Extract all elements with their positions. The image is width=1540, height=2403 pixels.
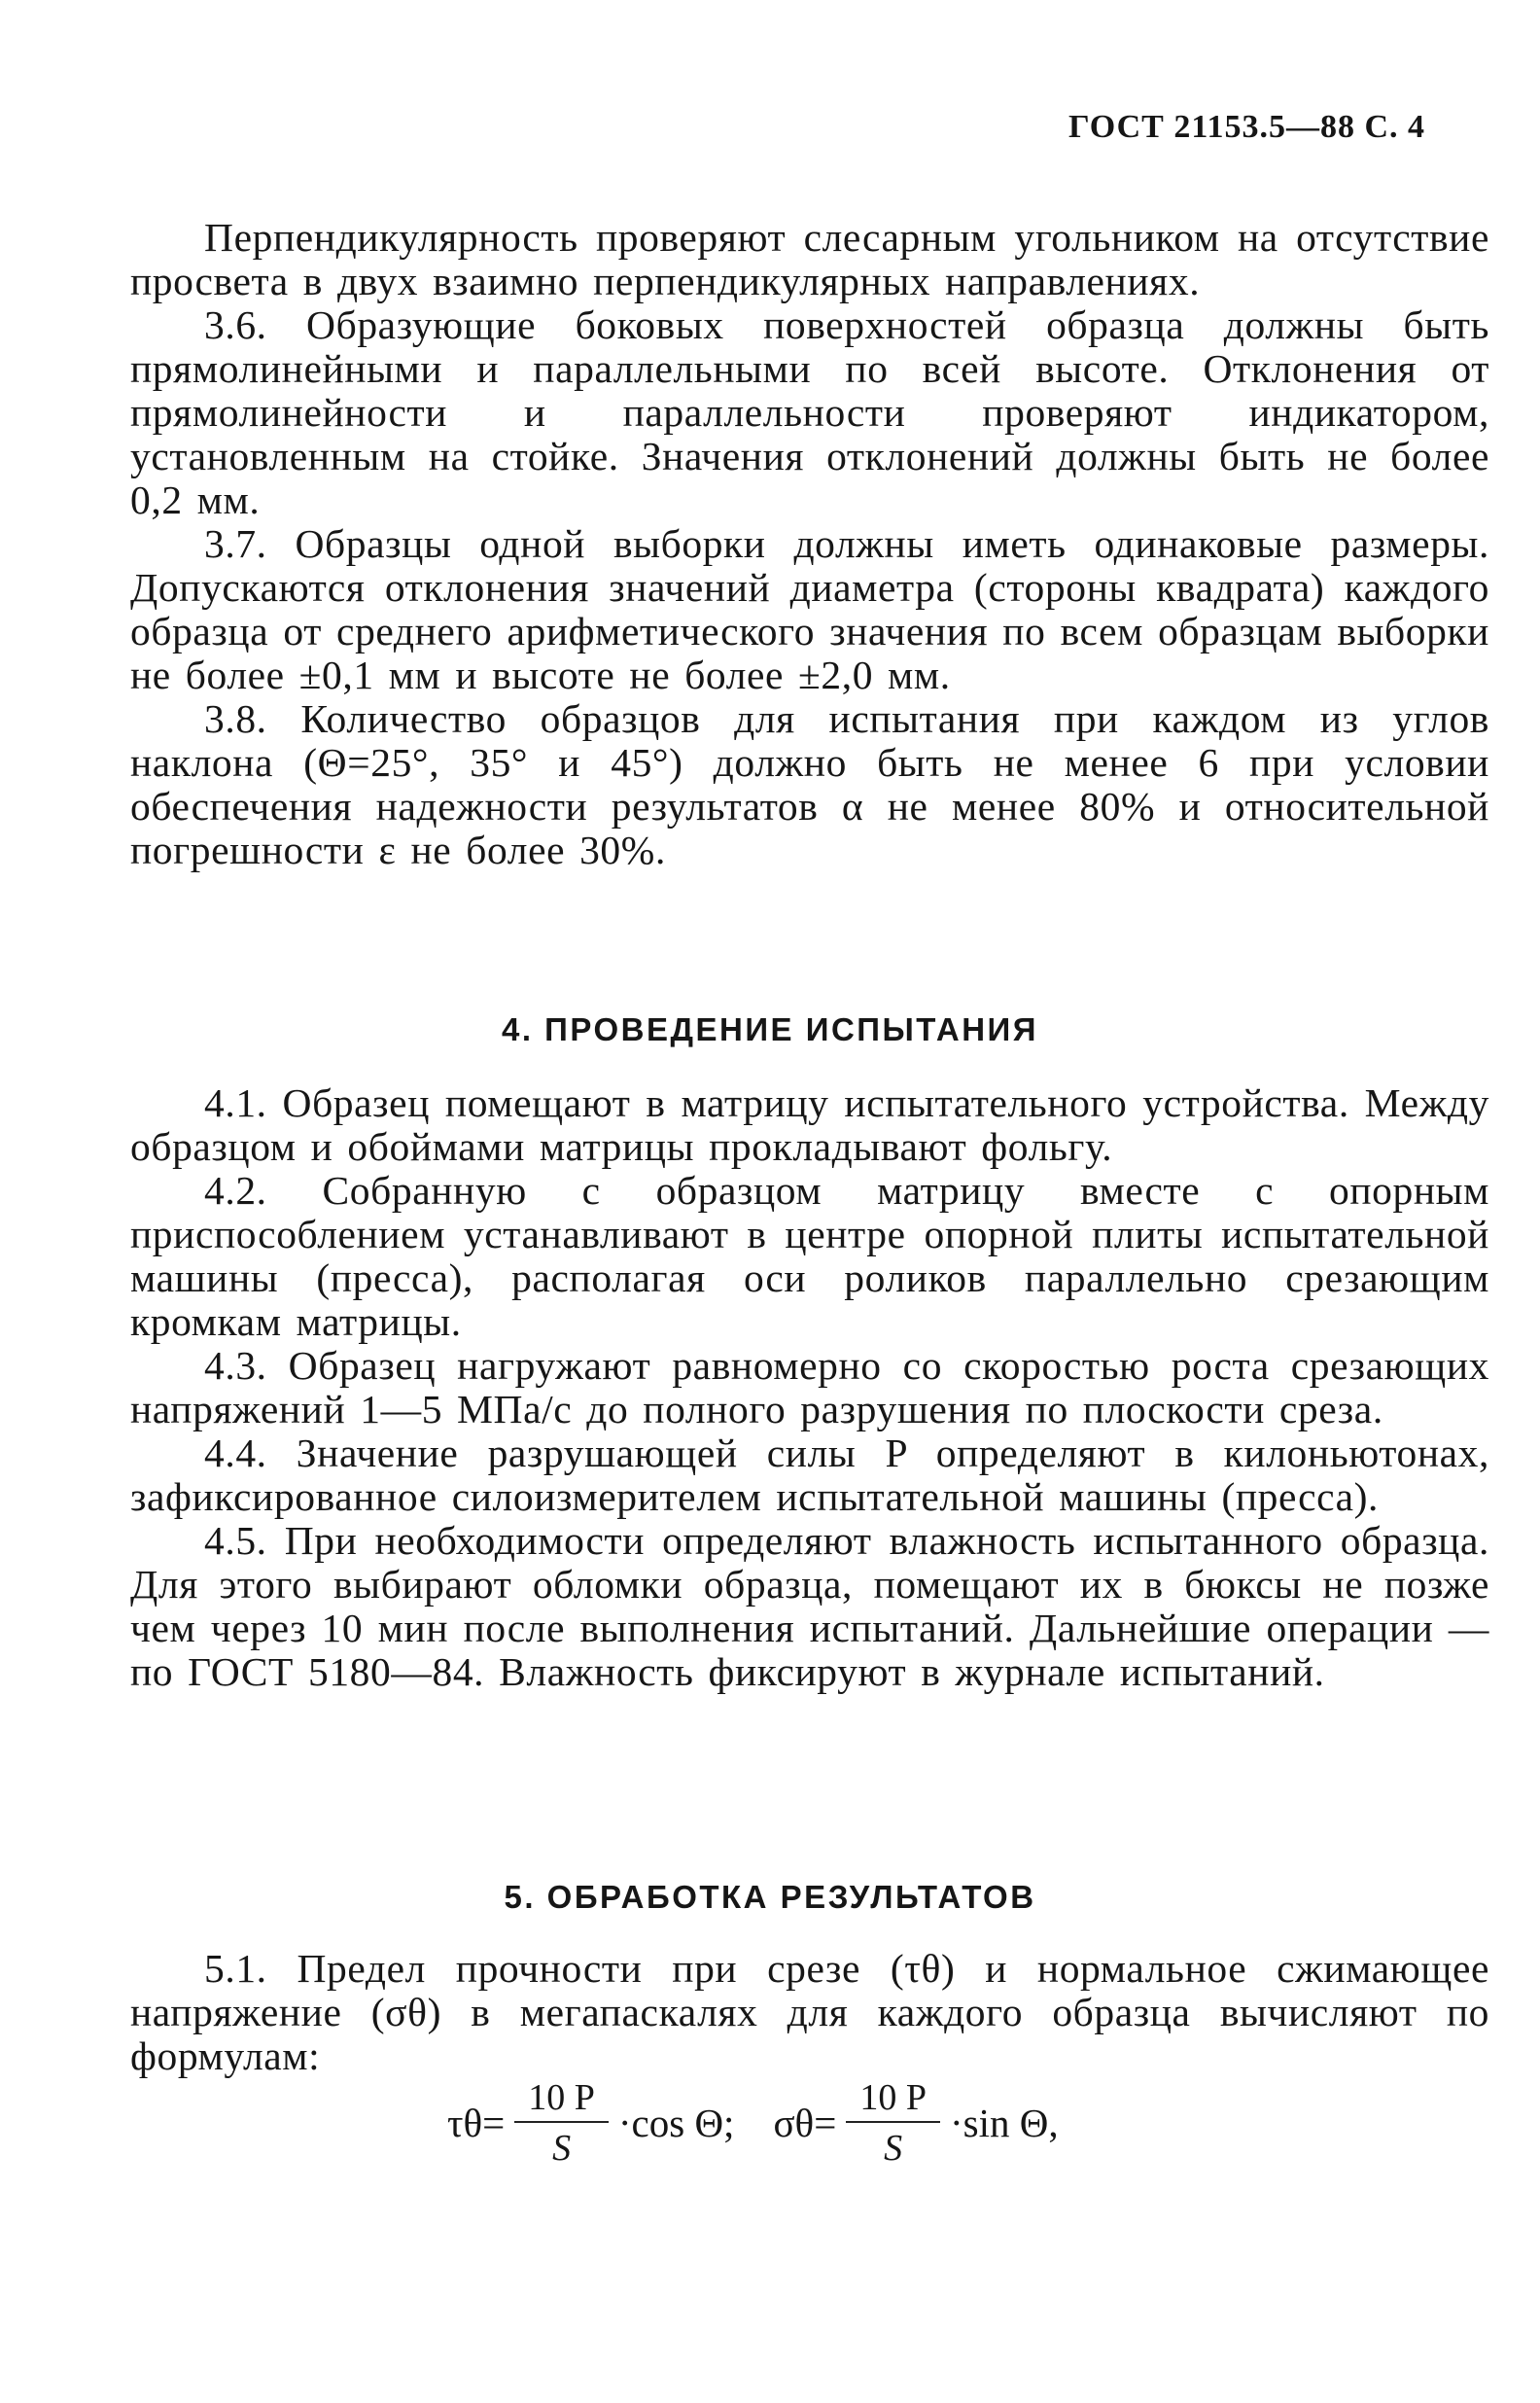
page-header: ГОСТ 21153.5—88 С. 4 bbox=[1068, 109, 1425, 145]
formula-fraction-1 bbox=[514, 2076, 609, 2170]
paragraph-3-7: 3.7. Образцы одной выборки должны иметь одинаковые размеры. Допускаются отклонения значений диаметра (стороны квадрата) каждого образца от среднего арифметического значения по всем образцам выборки не более ±0,1 мм и высоте не более ±2,0 мм. bbox=[130, 521, 1489, 697]
paragraph-3-8: 3.8. Количество образцов для испытания при каждом из углов наклона (Θ=25°, 35° и 45°) должно быть не менее 6 при условии обеспечения надежности результатов α не менее 80% и относительной погрешности ε не более 30%. bbox=[130, 696, 1489, 872]
section-4-title: 4. ПРОВЕДЕНИЕ ИСПЫТАНИЯ bbox=[501, 1011, 1038, 1047]
paragraph-4-3: 4.3. Образец нагружают равномерно со скоростью роста срезающих напряжений 1—5 МПа/с до полного разрушения по плоскости среза. bbox=[130, 1343, 1489, 1431]
paragraph-4-5: 4.5. При необходимости определяют влажность испытанного образца. Для этого выбирают обломки образца, помещают их в бюксы не позже чем через 10 мин после выполнения испытаний. Дальнейшие операции — по ГОСТ 5180—84. Влажность фиксируют в журнале испытаний. bbox=[130, 1518, 1489, 1694]
formula-fraction-2 bbox=[846, 2076, 940, 2170]
fraction-numerator: 10 P bbox=[859, 2077, 927, 2118]
formula-sin-term: ·sin Θ, bbox=[949, 2101, 1059, 2145]
paragraph: Перпендикулярность проверяют слесарным угольником на отсутствие просвета в двух взаимно перпендикулярных направлениях. bbox=[130, 215, 1489, 303]
fraction-denominator: S bbox=[552, 2128, 572, 2169]
text-block-top bbox=[130, 216, 1489, 872]
fraction-denominator: S bbox=[884, 2128, 903, 2169]
paragraph-3-6: 3.6. Образующие боковых поверхностей образца должны быть прямолинейными и параллельными по всей высоте. Отклонения от прямолинейности и параллельности проверяют индикатором, установленным на стойке. Значения отклонений должны быть не более 0,2 мм. bbox=[130, 302, 1489, 522]
text-block-section-5 bbox=[130, 1947, 1489, 2078]
text-block-section-4 bbox=[130, 1081, 1489, 1694]
paragraph-4-2: 4.2. Собранную с образцом матрицу вместе с опорным приспособлением устанавливают в центре опорной плиты испытательной машины (пресса), располагая оси роликов параллельно срезающим кромкам матрицы. bbox=[130, 1168, 1489, 1344]
fraction-numerator: 10 P bbox=[528, 2077, 595, 2118]
section-5-title: 5. ОБРАБОТКА РЕЗУЛЬТАТОВ bbox=[504, 1879, 1036, 1915]
formula-sigma-lhs: σθ= bbox=[773, 2101, 837, 2145]
paragraph-5-1: 5.1. Предел прочности при срезе (τθ) и нормальное сжимающее напряжение (σθ) в мегапаскалях для каждого образца вычисляют по формулам: bbox=[130, 1946, 1489, 2078]
formula bbox=[447, 2069, 1059, 2176]
formula-tau-lhs: τθ= bbox=[447, 2101, 506, 2145]
paragraph-4-1: 4.1. Образец помещают в матрицу испытательного устройства. Между образцом и обоймами матрицы прокладывают фольгу. bbox=[130, 1080, 1489, 1169]
paragraph-4-4: 4.4. Значение разрушающей силы P определяют в килоньютонах, зафиксированное силоизмерителем испытательной машины (пресса). bbox=[130, 1431, 1489, 1519]
formula-cos-term: ·cos Θ; bbox=[617, 2101, 735, 2145]
